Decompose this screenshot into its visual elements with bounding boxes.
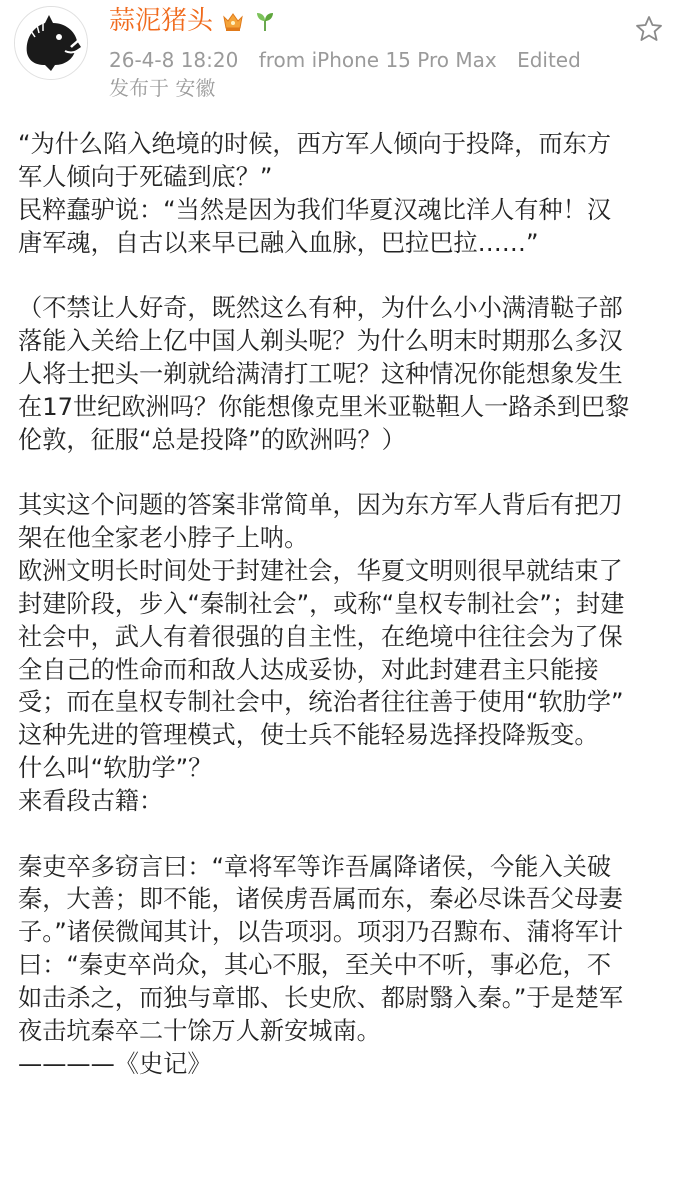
post-line: 曰：“秦吏卒尚众，其心不服，至关中不听，事必危，不	[18, 951, 612, 980]
post-line: “为什么陷入绝境的时候，西方军人倾向于投降，而东方	[18, 130, 612, 158]
post-line: 什么叫“软肋学”？	[18, 754, 213, 783]
post-line: 社会中，武人有着很强的自主性，在绝境中往往会为了保	[18, 622, 623, 651]
post-line: 在17世纪欧洲吗？你能想像克里米亚鞑靼人一路杀到巴黎	[18, 392, 630, 421]
post-header	[0, 0, 676, 110]
post-line: 秦，大善；即不能，诸侯虏吾属而东，秦必尽诛吾父母妻	[18, 885, 623, 914]
username[interactable]: 蒜泥猪头	[109, 6, 214, 36]
post-line: 欧洲文明长时间处于封建社会，华夏文明则很早就结束了	[18, 556, 623, 585]
post-line: 来看段古籍：	[18, 786, 164, 815]
post-line: 全自己的性命而和敌人达成妥协，对此封建君主只能接	[18, 655, 599, 684]
username-row	[109, 4, 277, 38]
post-line: 伦敦，征服“总是投降”的欧洲吗？）	[18, 425, 406, 454]
post-line: 受；而在皇权专制社会中，统治者往往善于使用“软肋学”	[18, 688, 624, 717]
post-line: 秦吏卒多窃言曰：“章将军等诈吾属降诸侯，今能入关破	[18, 852, 612, 881]
post-line: 夜击坑秦卒二十馀万人新安城南。	[18, 1016, 381, 1045]
post-line: 落能入关给上亿中国人剃头呢？为什么明末时期那么多汉	[18, 327, 623, 356]
post-line: 民粹蠢驴说：“当然是因为我们华夏汉魂比洋人有种！汉	[18, 195, 612, 224]
favorite-button[interactable]	[634, 14, 664, 44]
post-line: 军人倾向于死磕到底？”	[18, 162, 273, 191]
post-line: 这种先进的管理模式，使士兵不能轻易选择投降叛变。	[18, 721, 599, 750]
post-timestamp: 26-4-8 18:20	[109, 48, 239, 72]
post-line: 子。”诸侯微闻其计，以告项羽。项羽乃召黥布、蒲将军计	[18, 918, 624, 947]
post-source: from iPhone 15 Pro Max	[258, 48, 497, 72]
post-line: 如击杀之，而独与章邯、长史欣、都尉翳入秦。”于是楚军	[18, 983, 624, 1012]
paragraph-gap	[18, 259, 668, 292]
paragraph-gap	[18, 456, 668, 489]
post-line: 唐军魂，自古以来早已融入血脉，巴拉巴拉……”	[18, 228, 539, 257]
post-line: 其实这个问题的答案非常简单，因为东方军人背后有把刀	[18, 491, 623, 520]
sprout-badge-icon[interactable]	[253, 9, 277, 33]
boar-avatar-icon	[15, 7, 87, 79]
avatar[interactable]	[14, 6, 88, 80]
post-line: （不禁让人好奇，既然这么有种，为什么小小满清鞑子部	[18, 294, 623, 323]
post-location: 发布于 安徽	[109, 76, 216, 100]
crown-badge-icon[interactable]	[221, 9, 245, 33]
edited-label[interactable]: Edited	[517, 48, 581, 72]
post-line: 架在他全家老小脖子上呐。	[18, 524, 309, 553]
post-body	[18, 128, 668, 1080]
star-icon	[634, 14, 664, 44]
citation-line: ————《史记》	[18, 1049, 212, 1078]
paragraph-gap	[18, 818, 668, 851]
post-line: 人将士把头一剃就给满清打工呢？这种情况你能想象发生	[18, 359, 623, 388]
post-line: 封建阶段，步入“秦制社会”，或称“皇权专制社会”；封建	[18, 589, 625, 618]
post-meta	[109, 48, 595, 72]
